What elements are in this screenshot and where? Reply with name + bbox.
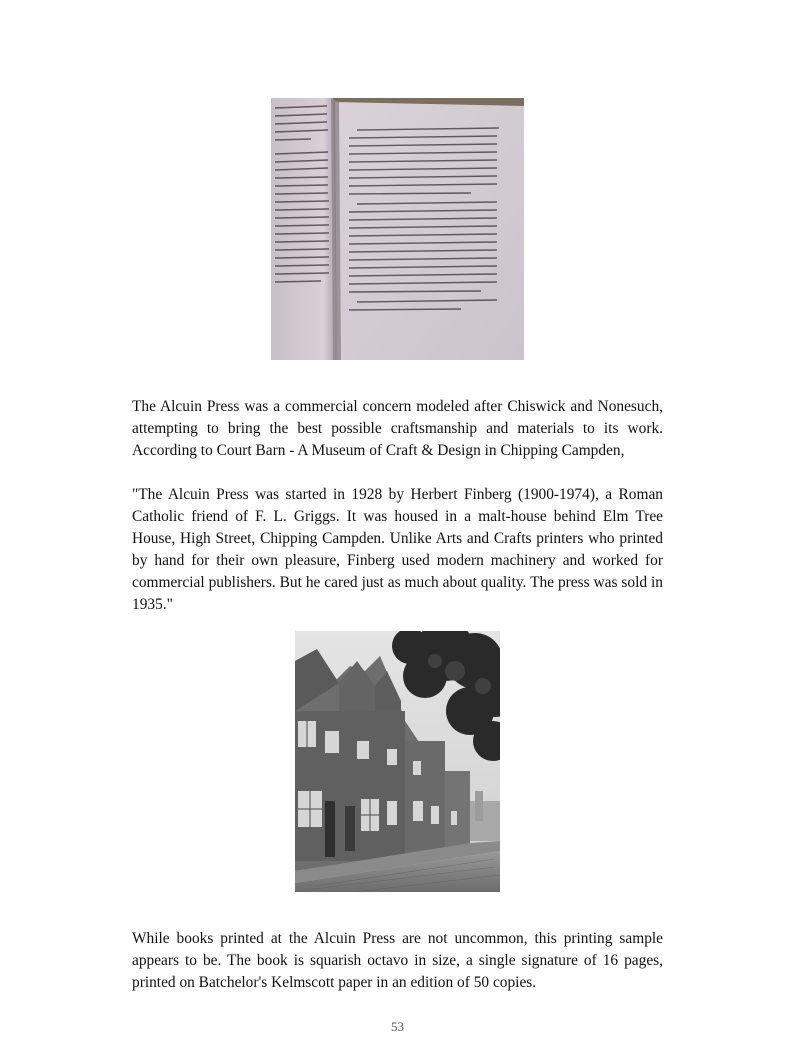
quote-paragraph: "The Alcuin Press was started in 1928 by Herbert Finberg (1900-1974), a Roman Catholic friend of F. L. Griggs. It was housed in a malt-house behind Elm Tree House, High Street, Chipping Campden. Unlike Arts and Crafts printers who printed by hand for their own pleasure, Finberg used modern machinery and worked for commercial publishers. But he cared just as much about quality. The press was sold in 1935." — [132, 486, 663, 613]
street-photo — [295, 631, 500, 892]
intro-paragraph: The Alcuin Press was a commercial concern modeled after Chiswick and Nonesuch, attempting to bring the best possible craftsmanship and materials to its work. According to Court Barn - A Museum of Craft & Design in Chipping Campden, — [132, 398, 663, 459]
open-book-photo — [271, 98, 524, 360]
closing-paragraph: While books printed at the Alcuin Press are not uncommon, this printing sample appears to be. The book is squarish octavo in size, a single signature of 16 pages, printed on Batchelor's Kelmscott paper in an edition of 50 copies. — [132, 930, 663, 991]
page-number: 53 — [391, 1019, 404, 1034]
